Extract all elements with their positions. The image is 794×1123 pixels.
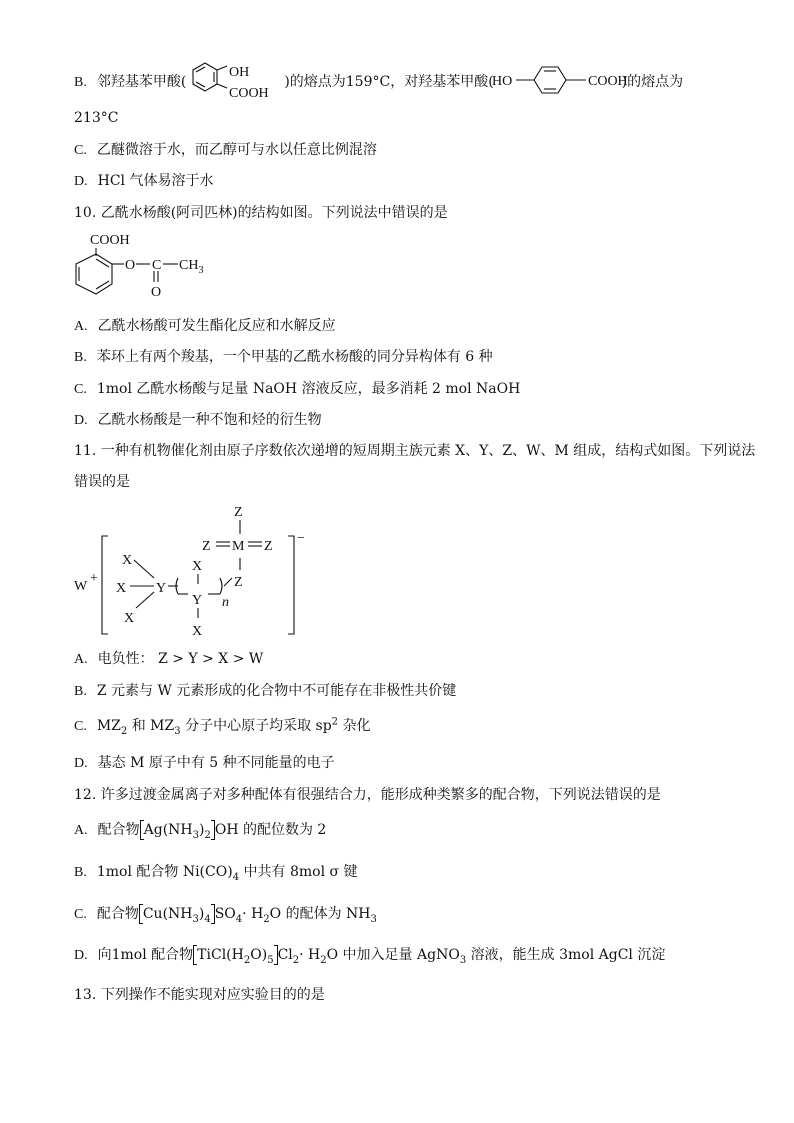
question-text: 10. 乙酰水杨酸(阿司匹林)的结构如图。下列说法中错误的是 — [74, 205, 448, 221]
minus-label: − — [297, 531, 305, 546]
option-label: B. — [74, 75, 87, 90]
option-label: A. — [74, 319, 88, 334]
carbonyl-c-label: C — [152, 258, 162, 273]
q9-option-c — [74, 140, 377, 161]
q11-option-c: C. $MZ_2$ 和 $MZ_3$ 分子中心原子均采取 $sp^2$ 杂化 — [74, 716, 371, 737]
option-text: HCl 气体易溶于水 — [97, 173, 214, 189]
option-label: B. — [74, 684, 87, 699]
q10-stem — [74, 203, 448, 223]
q10-option-c — [74, 379, 520, 400]
question-text: 12. 许多过渡金属离子对多种配体有很强结合力，能形成种类繁多的配合物，下列说法错误的是 — [74, 787, 661, 803]
q12-stem — [74, 785, 661, 805]
carbonyl-o-label: O — [151, 285, 162, 300]
option-text: )的熔点为159°C，对羟基苯甲酸( — [284, 74, 494, 90]
option-text: 邻羟基苯甲酸( — [96, 74, 187, 90]
option-label: B. — [74, 865, 87, 880]
option-text: 中共有 8mol σ 键 — [239, 864, 358, 880]
q11-option-a — [74, 649, 263, 670]
aspirin-structure — [66, 228, 226, 304]
q10-option-d — [74, 410, 322, 431]
oh-label: OH — [229, 65, 250, 80]
option-label: A. — [74, 823, 88, 838]
question-text: 11. 一种有机物催化剂由原子序数依次递增的短周期主族元素 X、Y、Z、W、M 组成，结构式如图。下列说法 — [74, 443, 756, 459]
q11-stem-continued — [74, 472, 130, 492]
complex-ion: $TiCl(H_2O)_5$ — [193, 945, 277, 965]
z-label: Z — [234, 505, 243, 520]
option-text: 基态 M 原子中有 5 种不同能量的电子 — [97, 755, 335, 771]
option-text: OH 的配位数为 2 — [214, 822, 327, 838]
option-text: 杂化 — [338, 718, 371, 734]
x-label: X — [192, 559, 203, 574]
ortho-hydroxybenzoic-acid-structure — [183, 58, 283, 104]
option-text: 向1mol 配合物 — [97, 947, 194, 963]
option-text: )的熔点为 — [621, 74, 684, 90]
option-text: Z 元素与 W 元素形成的化合物中不可能存在非极性共价键 — [96, 683, 457, 699]
complex-ion: $Cu(NH_3)_4$ — [139, 904, 215, 924]
formula: 和 MZ — [127, 718, 175, 734]
complex-ion: $Ag(NH_3)_2$ — [140, 820, 215, 840]
q10-option-b — [74, 347, 493, 368]
y-label: Y — [192, 593, 203, 608]
q10-option-a — [74, 316, 336, 337]
methyl-label: $CH_3$ — [179, 258, 204, 276]
option-text: 配合物 — [96, 906, 139, 922]
formula: MZ — [96, 718, 121, 734]
option-label: D. — [74, 948, 88, 963]
option-label: C. — [74, 719, 87, 734]
x-label: X — [192, 624, 203, 639]
cooh-label: COOH — [588, 74, 628, 89]
option-label: D. — [74, 756, 88, 771]
q13-stem — [74, 985, 325, 1005]
w-label: W — [74, 579, 88, 594]
option-label: D. — [74, 174, 88, 189]
option-label: C. — [74, 382, 87, 397]
q9-option-b-continued — [74, 108, 118, 128]
melting-point: 213°C — [74, 110, 119, 126]
option-text: 1mol 乙酰水杨酸与足量 NaOH 溶液反应，最多消耗 2 mol NaOH — [96, 381, 521, 397]
option-label: C. — [74, 143, 87, 158]
q12-option-d: D. 向1mol 配合物 $TiCl(H_2O)_5$ $Cl_2\cdot H_2O$ 中加入足量 AgNO$_3$ 溶液，能生成 3mol AgCl 沉淀 — [74, 947, 666, 966]
z-label: Z — [264, 539, 273, 554]
y-label: Y — [156, 581, 167, 596]
n-label: n — [222, 595, 229, 610]
x-label: X — [124, 611, 135, 626]
q11-stem — [74, 441, 755, 461]
ester-o-label: O — [125, 258, 136, 273]
option-text: 乙酰水杨酸可发生酯化反应和水解反应 — [97, 318, 336, 334]
q11-option-d — [74, 753, 335, 774]
q12-option-a — [74, 820, 326, 841]
question-text: 13. 下列操作不能实现对应实验目的的是 — [74, 987, 325, 1003]
option-text: 配合物 — [97, 822, 140, 838]
m-label: M — [232, 539, 245, 554]
option-label: A. — [74, 652, 88, 667]
para-hydroxybenzoic-acid-structure — [492, 63, 642, 99]
option-label: D. — [74, 413, 88, 428]
x-label: X — [116, 581, 127, 596]
question-text: 错误的是 — [74, 474, 130, 490]
cooh-label: COOH — [229, 86, 269, 101]
option-text: 乙酰水杨酸是一种不饱和烃的衍生物 — [97, 412, 322, 428]
ho-label: HO — [492, 74, 513, 89]
plus-label: + — [90, 571, 98, 586]
z-label: Z — [234, 575, 243, 590]
option-text: 分子中心原子均采取 sp — [180, 718, 332, 734]
option-label: C. — [74, 907, 87, 922]
q9-option-d — [74, 171, 213, 192]
option-text: 苯环上有两个羧基，一个甲基的乙酰水杨酸的同分异构体有 6 种 — [96, 349, 493, 365]
option-text: 乙醚微溶于水，而乙醇可与水以任意比例混溶 — [96, 142, 377, 158]
option-text: 电负性： Z > Y > X > W — [97, 651, 264, 667]
q12-option-b: B. 1mol 配合物 $Ni(CO)_4$ 中共有 8mol σ 键 — [74, 864, 358, 883]
x-label: X — [122, 553, 133, 568]
q11-option-b — [74, 681, 456, 702]
option-label: B. — [74, 350, 87, 365]
q12-option-c: C. 配合物 $Cu(NH_3)_4$ $SO_4\cdot H_2O$ 的配体为 $NH_3$ — [74, 906, 377, 925]
z-label: Z — [202, 539, 211, 554]
option-text: 1mol 配合物 Ni(CO) — [96, 864, 233, 880]
cooh-label: COOH — [90, 233, 130, 248]
catalyst-structure — [70, 498, 320, 643]
